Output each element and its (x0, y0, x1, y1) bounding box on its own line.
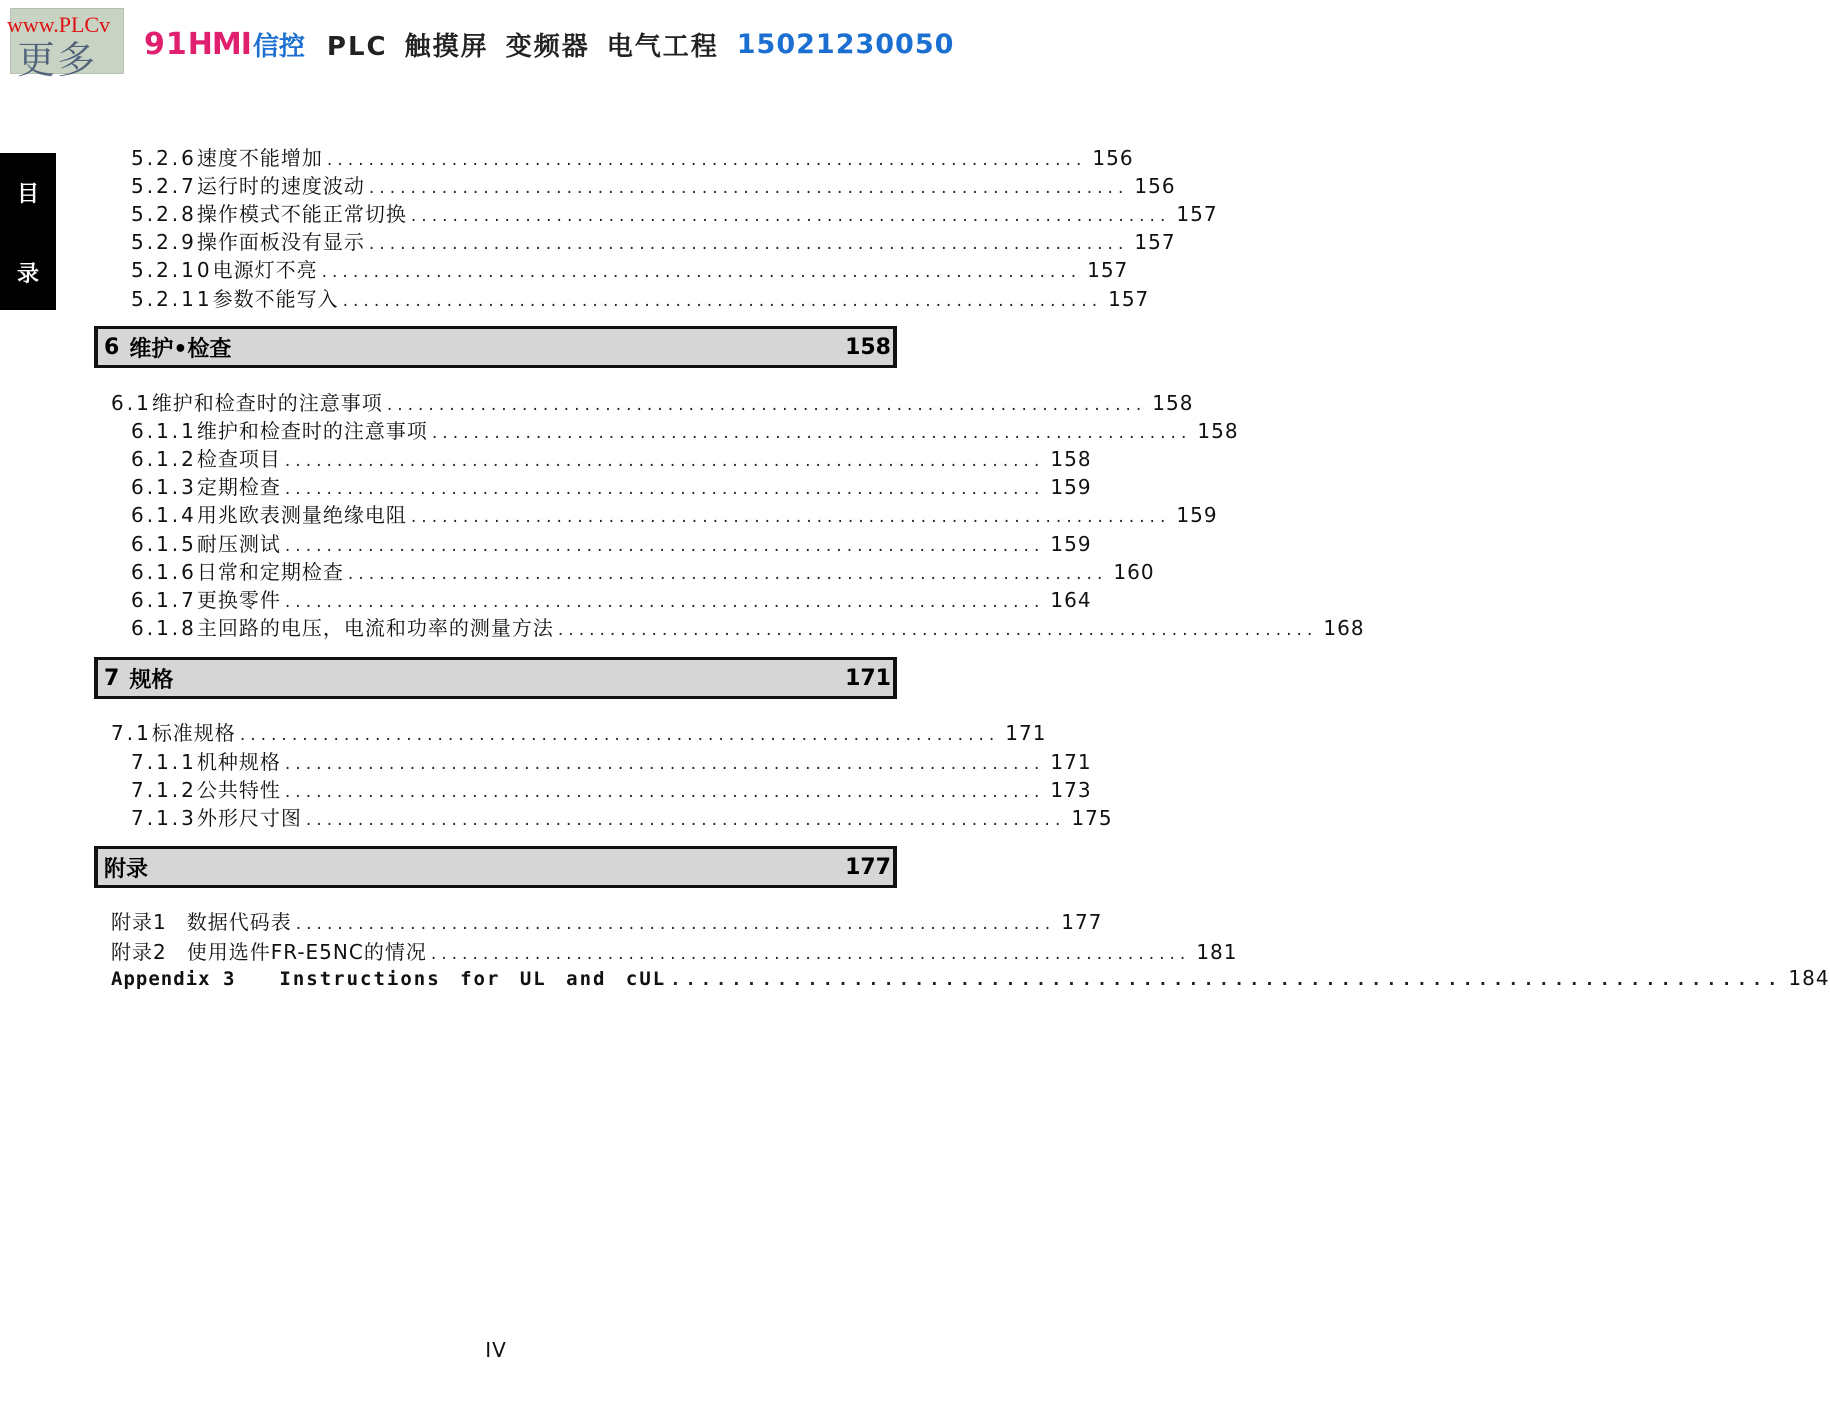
toc-page-number: 164 (1050, 588, 1092, 612)
toc-page-number: 156 (1092, 146, 1134, 170)
toc-entry[interactable] (131, 774, 1092, 802)
brand-91: 91 (144, 26, 188, 62)
toc-page-number: 159 (1176, 503, 1218, 527)
appendix-label: Appendix 3 (111, 968, 236, 990)
toc-entry[interactable] (131, 746, 1092, 774)
toc-number: 5.2.7 (131, 174, 197, 198)
toc-number: 7.1 (111, 721, 152, 745)
toc-page-number: 158 (1050, 447, 1092, 471)
side-tab-char-1: 目 (16, 182, 39, 207)
toc-number: 5.2.11 (131, 287, 213, 311)
logo-calligraphy: 更多 (17, 38, 98, 82)
chapter-page-number: 158 (845, 334, 891, 360)
chapter-title: 附录 (104, 856, 149, 882)
toc-page-number: 173 (1050, 778, 1092, 802)
toc-number: 5.2.9 (131, 230, 197, 254)
toc-page-number: 181 (1196, 940, 1238, 964)
toc-leader-dots: ......................................................................... (342, 291, 1103, 311)
toc-title: 耐压测试 (196, 532, 281, 556)
toc-title: 维护和检查时的注意事项 (151, 391, 383, 415)
toc-leader-dots: ......................................................................... (305, 810, 1066, 830)
toc-page-number: 177 (1061, 910, 1103, 934)
toc-leader-dots: ......................................................................... (284, 536, 1045, 556)
appendix-label: 附录2 (111, 940, 167, 964)
toc-page-number: 157 (1108, 287, 1150, 311)
toc-number: 6.1.1 (131, 419, 197, 443)
toc-leader-dots: ......................................................................... (284, 592, 1045, 612)
toc-leader-dots: ......................................................................... (557, 620, 1318, 640)
toc-number: 7.1.2 (131, 778, 197, 802)
toc-leader-dots: ......................................................................... (410, 507, 1171, 527)
toc-leader-dots: ......................................................................... (410, 206, 1171, 226)
toc-page-number: 159 (1050, 532, 1092, 556)
toc-entry[interactable] (131, 415, 1239, 443)
chapter-7-heading[interactable] (94, 657, 897, 699)
toc-number: 6.1.7 (131, 588, 197, 612)
toc-title: Instructions for UL and cUL (279, 968, 667, 990)
toc-page-number: 157 (1087, 258, 1129, 282)
toc-number: 6.1.3 (131, 475, 197, 499)
toc-entry[interactable] (131, 170, 1176, 198)
toc-entry[interactable] (111, 717, 1047, 745)
side-tab-char-2: 录 (16, 262, 39, 287)
toc-entry[interactable] (131, 443, 1092, 471)
toc-title: 外形尺寸图 (196, 806, 302, 830)
toc-page-number: 157 (1134, 230, 1176, 254)
logo-url-text: www.PLCv (7, 12, 111, 37)
toc-number: 5.2.10 (131, 258, 213, 282)
toc-title: 维护和检查时的注意事项 (196, 419, 428, 443)
toc-entry[interactable] (131, 612, 1365, 640)
toc-entry[interactable] (131, 556, 1155, 584)
toc-entry[interactable] (131, 471, 1092, 499)
toc-title: 定期检查 (196, 475, 281, 499)
toc-page-number: 156 (1134, 174, 1176, 198)
toc-title: 主回路的电压，电流和功率的测量方法 (196, 616, 554, 640)
header-phone: 15021230050 (736, 28, 955, 60)
toc-number: 5.2.8 (131, 202, 197, 226)
toc-leader-dots: ......................................................................... (295, 914, 1056, 934)
toc-leader-dots: ......................................................................... (284, 451, 1045, 471)
toc-leader-dots: ......................................................................... (347, 564, 1108, 584)
toc-leader-dots: ......................................................................... (284, 782, 1045, 802)
toc-leader-dots: ......................................................................... (670, 970, 1783, 990)
toc-number: 6.1 (111, 391, 152, 415)
logo (7, 8, 124, 82)
header-banner (144, 26, 954, 62)
toc-leader-dots: ......................................................................... (386, 395, 1147, 415)
chapter-6-heading[interactable] (94, 326, 897, 368)
toc-leader-dots: ......................................................................... (326, 150, 1087, 170)
toc-number: 6.1.5 (131, 532, 197, 556)
toc-leader-dots: ......................................................................... (430, 944, 1191, 964)
chapter-page-number: 177 (845, 854, 891, 880)
toc-entry[interactable] (131, 226, 1176, 254)
page-number-footer: IV (485, 1338, 507, 1362)
toc-entry[interactable] (131, 283, 1150, 311)
toc-number: 6.1.4 (131, 503, 197, 527)
toc-number: 6.1.8 (131, 616, 197, 640)
chapter-number: 7 (104, 665, 120, 691)
chapter-title: 规格 (129, 667, 174, 693)
toc-leader-dots: ......................................................................... (284, 754, 1045, 774)
toc-entry[interactable] (131, 802, 1113, 830)
toc-title: 用兆欧表测量绝缘电阻 (196, 503, 407, 527)
toc-title: 使用选件FR-E5NC的情况 (186, 940, 427, 964)
toc-page-number: 184 (1788, 966, 1830, 990)
toc-page-number: 171 (1005, 721, 1047, 745)
toc-entry[interactable] (111, 936, 1238, 964)
toc-entry[interactable] (131, 528, 1092, 556)
toc-leader-dots: ......................................................................... (368, 178, 1129, 198)
side-tab-contents (0, 153, 56, 310)
appendix-heading[interactable] (94, 846, 897, 888)
header-tagline: PLC 触摸屏 变频器 电气工程 (326, 31, 719, 62)
toc-entry[interactable] (111, 966, 1830, 994)
toc-leader-dots: ......................................................................... (431, 423, 1192, 443)
toc-page-number: 175 (1071, 806, 1113, 830)
toc-number: 7.1.1 (131, 750, 197, 774)
toc-title: 日常和定期检查 (196, 560, 344, 584)
brand-xinkong: 信控 (252, 31, 305, 62)
chapter-page-number: 171 (845, 665, 891, 691)
toc-title: 运行时的速度波动 (196, 174, 365, 198)
toc-title: 检查项目 (196, 447, 281, 471)
toc-entry[interactable] (111, 906, 1103, 934)
toc-number: 5.2.6 (131, 146, 197, 170)
toc-leader-dots: ......................................................................... (284, 479, 1045, 499)
toc-page-number: 157 (1176, 202, 1218, 226)
toc-title: 数据代码表 (186, 910, 292, 934)
toc-leader-dots: ......................................................................... (239, 725, 1000, 745)
toc-page-number: 158 (1197, 419, 1239, 443)
toc-title: 操作面板没有显示 (196, 230, 365, 254)
toc-title: 机种规格 (196, 750, 281, 774)
toc-entry[interactable] (131, 142, 1134, 170)
toc-page-number: 171 (1050, 750, 1092, 774)
toc-page-number: 159 (1050, 475, 1092, 499)
toc-page-number: 160 (1113, 560, 1155, 584)
brand-hmi: HMI (187, 26, 251, 62)
toc-title: 参数不能写入 (212, 287, 339, 311)
appendix-label: 附录1 (111, 910, 167, 934)
toc-title: 速度不能增加 (196, 146, 323, 170)
toc-entry[interactable] (131, 254, 1129, 282)
toc-entry[interactable] (131, 499, 1218, 527)
toc-title: 操作模式不能正常切换 (196, 202, 407, 226)
toc-number: 6.1.2 (131, 447, 197, 471)
toc-title: 标准规格 (151, 721, 236, 745)
toc-entry[interactable] (111, 387, 1194, 415)
toc-entry[interactable] (131, 198, 1218, 226)
chapter-title: 维护•检查 (129, 336, 232, 362)
toc-title: 电源灯不亮 (212, 258, 318, 282)
toc-entry[interactable] (131, 584, 1092, 612)
chapter-number: 6 (104, 334, 120, 360)
toc-title: 更换零件 (196, 588, 281, 612)
toc-page-number: 168 (1323, 616, 1365, 640)
toc-title: 公共特性 (196, 778, 281, 802)
toc-page-number: 158 (1152, 391, 1194, 415)
toc-number: 6.1.6 (131, 560, 197, 584)
toc-leader-dots: ......................................................................... (368, 234, 1129, 254)
toc-leader-dots: ......................................................................... (321, 262, 1082, 282)
toc-number: 7.1.3 (131, 806, 197, 830)
